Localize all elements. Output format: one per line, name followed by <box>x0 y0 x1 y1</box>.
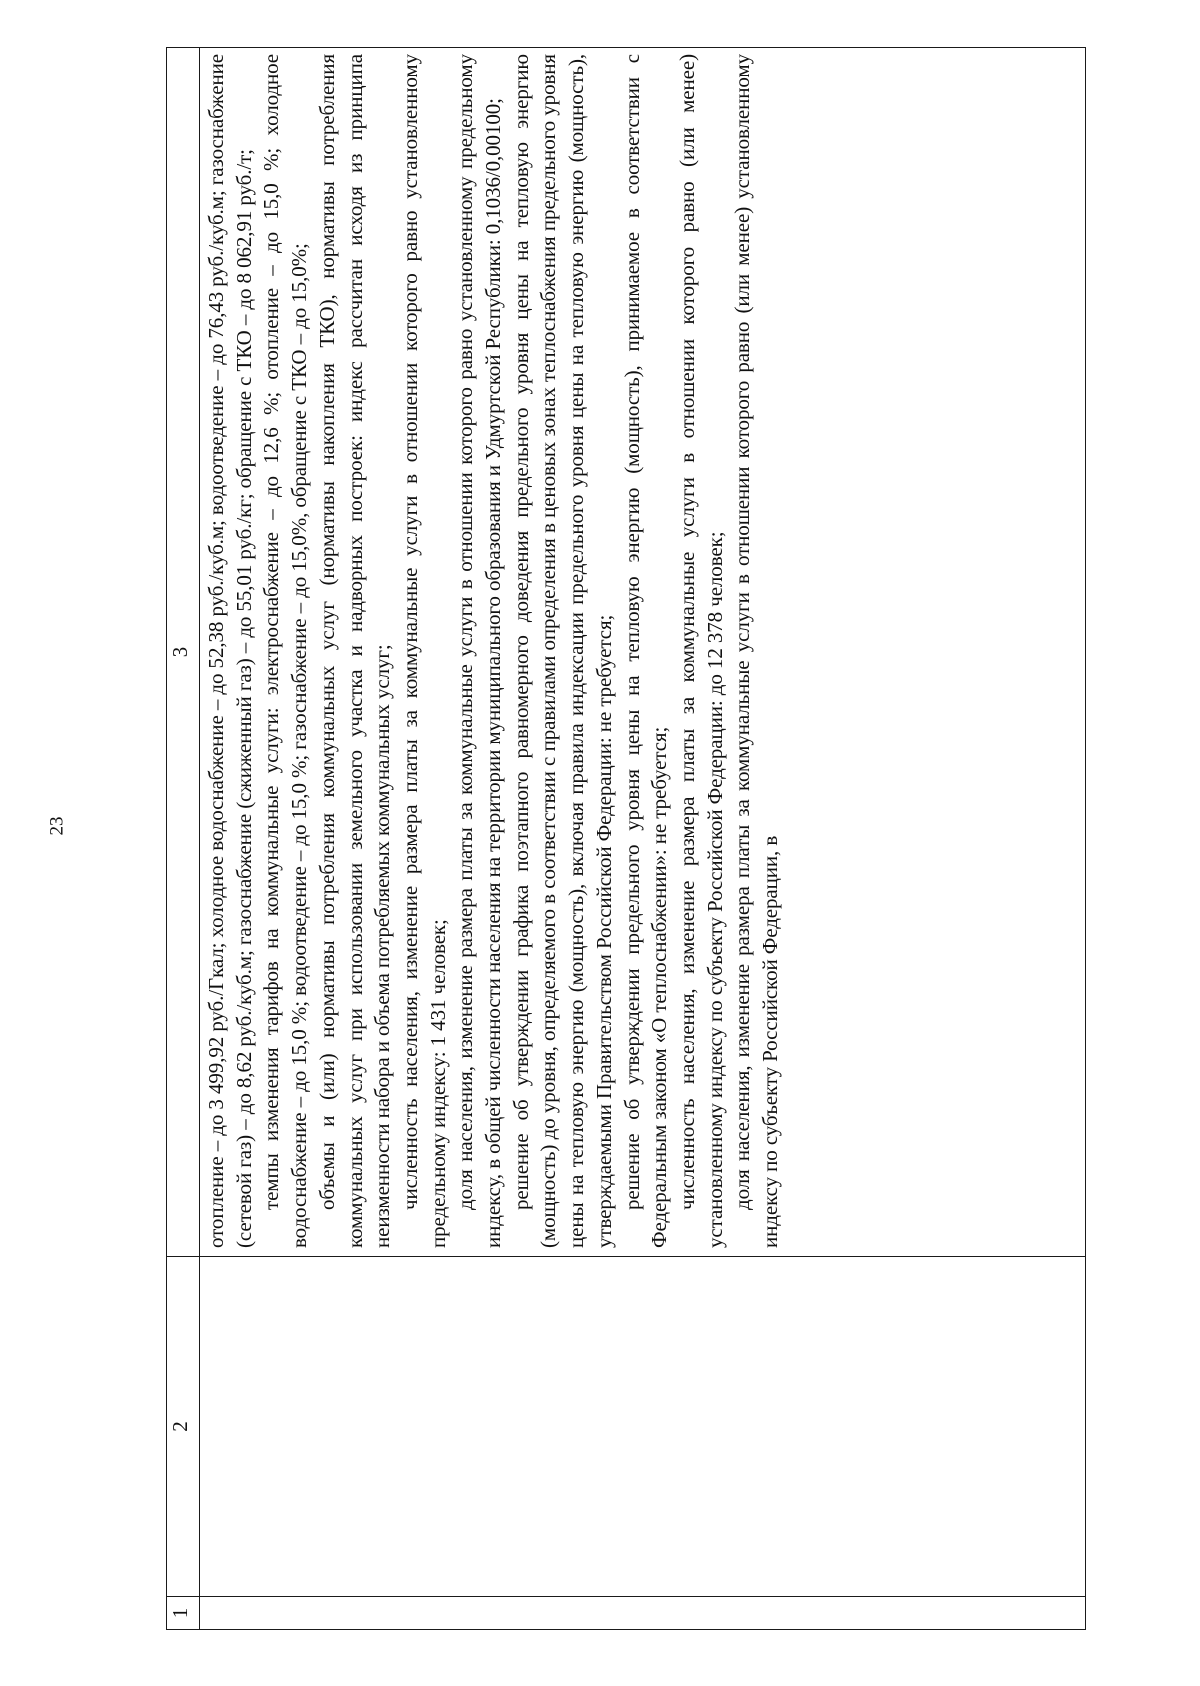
column-header-1: 1 <box>167 1597 200 1630</box>
page-number: 23 <box>46 816 68 836</box>
cell-col-1 <box>200 1597 1086 1630</box>
cell-col-3 <box>200 48 1086 1257</box>
paragraph-population-regional-index: численность населения, изменение размера платы за коммунальные услуги в отношении которого равно (или менее) установленному индексу по субъекту Российской Федерации: до 12 378 человек; <box>674 54 727 1248</box>
rotated-table-sheet <box>166 48 1086 1630</box>
paragraph-population-equal-index: численность населения, изменение размера платы за коммунальные услуги в отношении которого равно установленному предельному индексу: 1 431 человек; <box>397 54 450 1248</box>
document-table <box>166 47 1086 1630</box>
column-header-3: 3 <box>167 48 200 1257</box>
paragraph-tariff-change-rates: темпы изменения тарифов на коммунальные услуги: электроснабжение – до 12,6 %; отопление – до 15,0 %; холодное водоснабжение – до 15,0 %; водоотведение – до 15,0 %; газоснабжение – до 15,0%, обращение с ТКО – до 15,0%; <box>259 54 312 1248</box>
table-row <box>200 48 1086 1630</box>
paragraph-heat-price-schedule: решение об утверждении графика поэтапного равномерного доведения предельного уровня цены на тепловую энергию (мощность) до уровня, определяемого в соответствии с правилами определения в ценовых зонах теплоснабжения предельного уровня цены на тепловую энергию (мощность), включая правила индексации предельного уровня цены на тепловую энергию (мощность), утверждаемыми Правительством Российской Федерации: не требуется; <box>508 54 616 1248</box>
table-header-row <box>167 48 200 1630</box>
paragraph-utility-rates: отопление – до 3 499,92 руб./Гкал; холодное водоснабжение – до 52,38 руб./куб.м; водоотведение – до 76,43 руб./куб.м; газоснабжение (сетевой газ) – до 8,62 руб./куб.м; газоснабжение (сжиженный газ) – до 55,01 руб./кг; обращение с ТКО – до 8 062,91 руб./т; <box>204 54 256 1248</box>
paragraph-population-share-regional: доля населения, изменение размера платы за коммунальные услуги в отношении которого равно (или менее) установленному индексу по субъекту Российской Федерации, в <box>730 54 783 1248</box>
paragraph-heat-price-limit: решение об утверждении предельного уровня цены на тепловую энергию (мощность), принимаемое в соответствии с Федеральным законом «О теплоснабжении»: не требуется; <box>619 54 672 1248</box>
paragraph-population-share: доля населения, изменение размера платы за коммунальные услуги в отношении которого равно установленному предельному индексу, в общей численности населения на территории муниципального образования и Удмуртской Республики: 0,1036/0,00100; <box>453 54 506 1248</box>
paragraph-consumption-norms: объемы и (или) нормативы потребления коммунальных услуг (нормативы накопления ТКО), нормативы потребления коммунальных услуг при использовании земельного участка и надворных построек: индекс рассчитан исходя из принципа неизменности набора и объема потребляемых коммунальных услуг; <box>314 54 395 1248</box>
column-header-2: 2 <box>167 1257 200 1597</box>
cell-col-2 <box>200 1257 1086 1597</box>
